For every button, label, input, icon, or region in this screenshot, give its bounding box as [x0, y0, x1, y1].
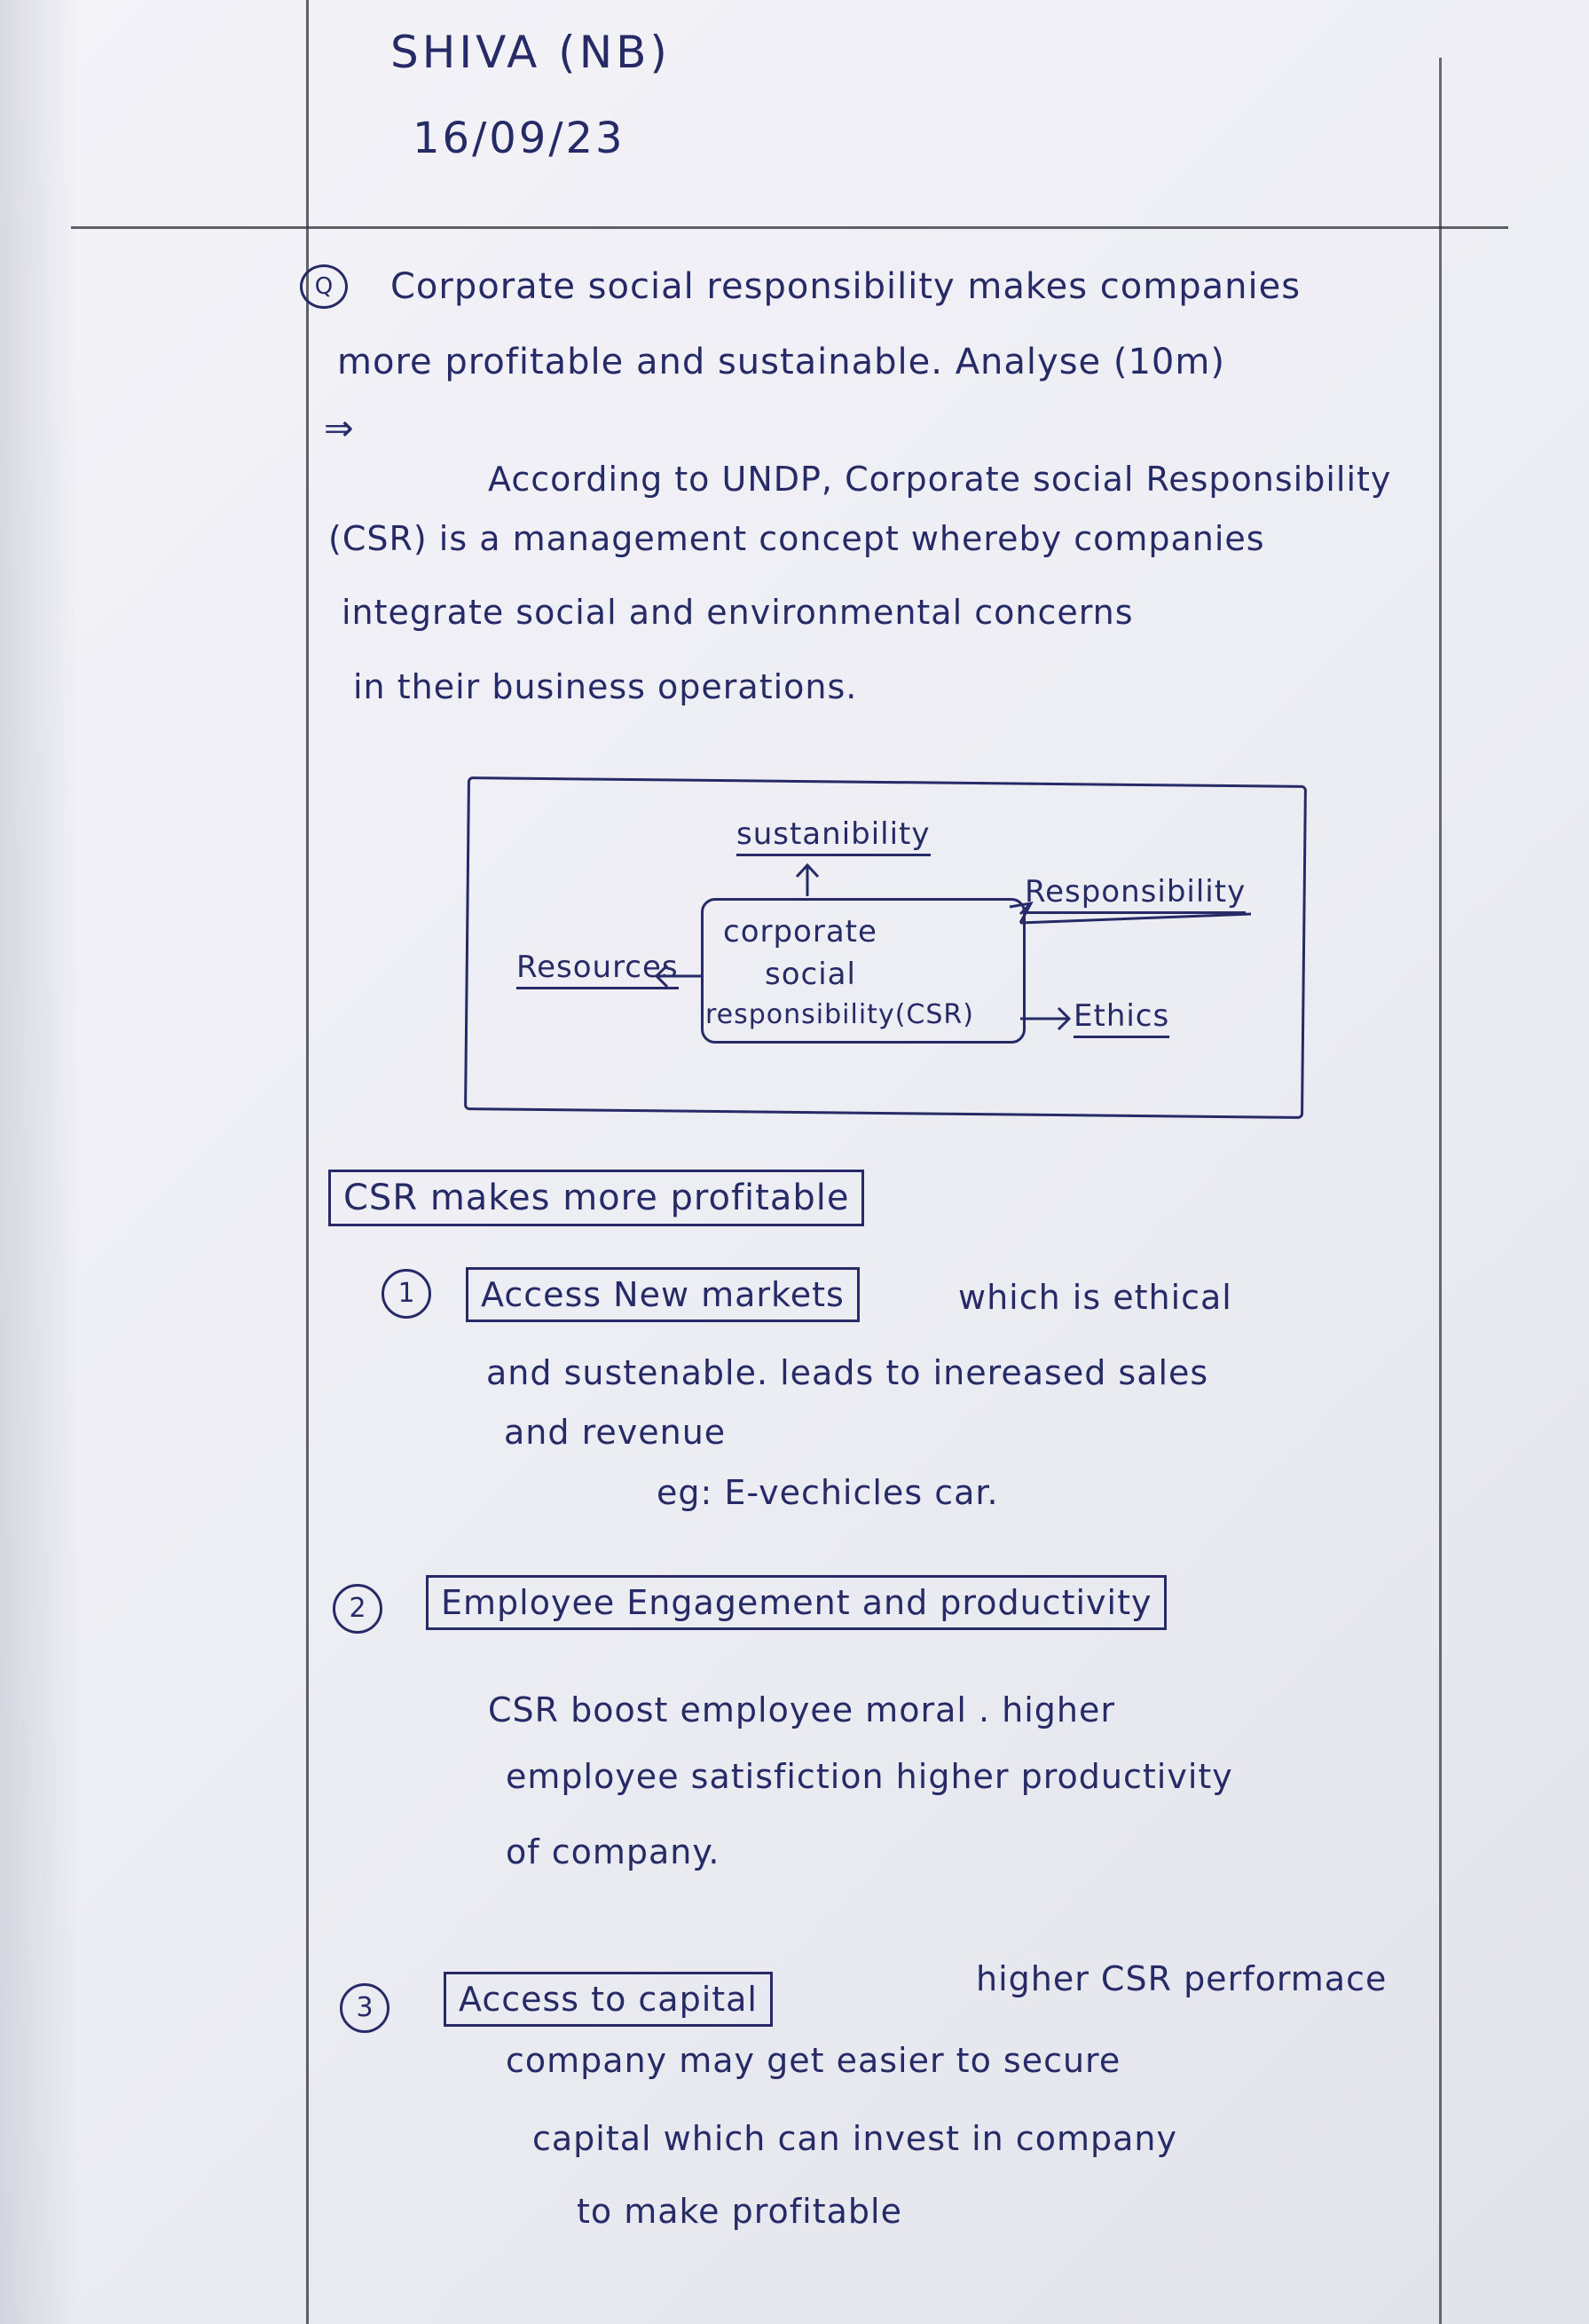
answer-line-4: in their business operations.	[353, 667, 858, 706]
point-1-heading: Access New markets	[466, 1267, 860, 1322]
point-3-number: 3	[340, 1983, 389, 2033]
diagram-label-resources: Resources	[516, 949, 679, 989]
point-2-line-3: of company.	[506, 1832, 720, 1871]
point-3-line-4: to make profitable	[577, 2192, 902, 2231]
question-line-1: Corporate social responsibility makes companies	[390, 266, 1302, 307]
answer-line-1: According to UNDP, Corporate social Responsibility	[488, 460, 1392, 499]
point-1-line-2: and sustenable. leads to inereased sales	[486, 1353, 1209, 1392]
answer-arrow: ⇒	[324, 408, 355, 449]
section-heading-box: CSR makes more profitable	[328, 1170, 864, 1226]
diagram-center-line-3: responsibility(CSR)	[705, 999, 974, 1030]
point-3-line-2: company may get easier to secure	[506, 2041, 1121, 2080]
point-1-number: 1	[382, 1269, 431, 1319]
point-2-line-1: CSR boost employee moral . higher	[488, 1690, 1115, 1729]
answer-line-3: integrate social and environmental concerns	[342, 593, 1134, 632]
point-1-line-1: which is ethical	[958, 1278, 1232, 1317]
point-1-line-3: and revenue	[504, 1413, 727, 1452]
diagram-label-ethics: Ethics	[1074, 998, 1169, 1038]
question-line-2: more profitable and sustainable. Analyse (10m)	[337, 342, 1225, 382]
diagram-label-responsibility: Responsibility	[1025, 874, 1246, 914]
point-2-line-2: employee satisfiction higher productivity	[506, 1757, 1233, 1796]
point-3-line-1: higher CSR performace	[976, 1959, 1388, 1998]
diagram-center-line-1: corporate	[723, 914, 877, 949]
point-2-number: 2	[333, 1584, 382, 1634]
point-3-line-3: capital which can invest in company	[532, 2119, 1177, 2158]
point-2-heading: Employee Engagement and productivity	[426, 1575, 1167, 1630]
student-name: SHIVA (NB)	[390, 27, 671, 78]
point-1-line-4: eg: E-vechicles car.	[657, 1473, 999, 1512]
resp-underline	[1020, 914, 1251, 923]
date: 16/09/23	[413, 114, 625, 163]
answer-line-2: (CSR) is a management concept whereby companies	[328, 519, 1265, 558]
question-marker: Q	[300, 264, 348, 309]
diagram-label-sustainability: sustanibility	[736, 816, 931, 856]
diagram-center-line-2: social	[765, 957, 856, 992]
point-3-heading: Access to capital	[444, 1972, 773, 2027]
